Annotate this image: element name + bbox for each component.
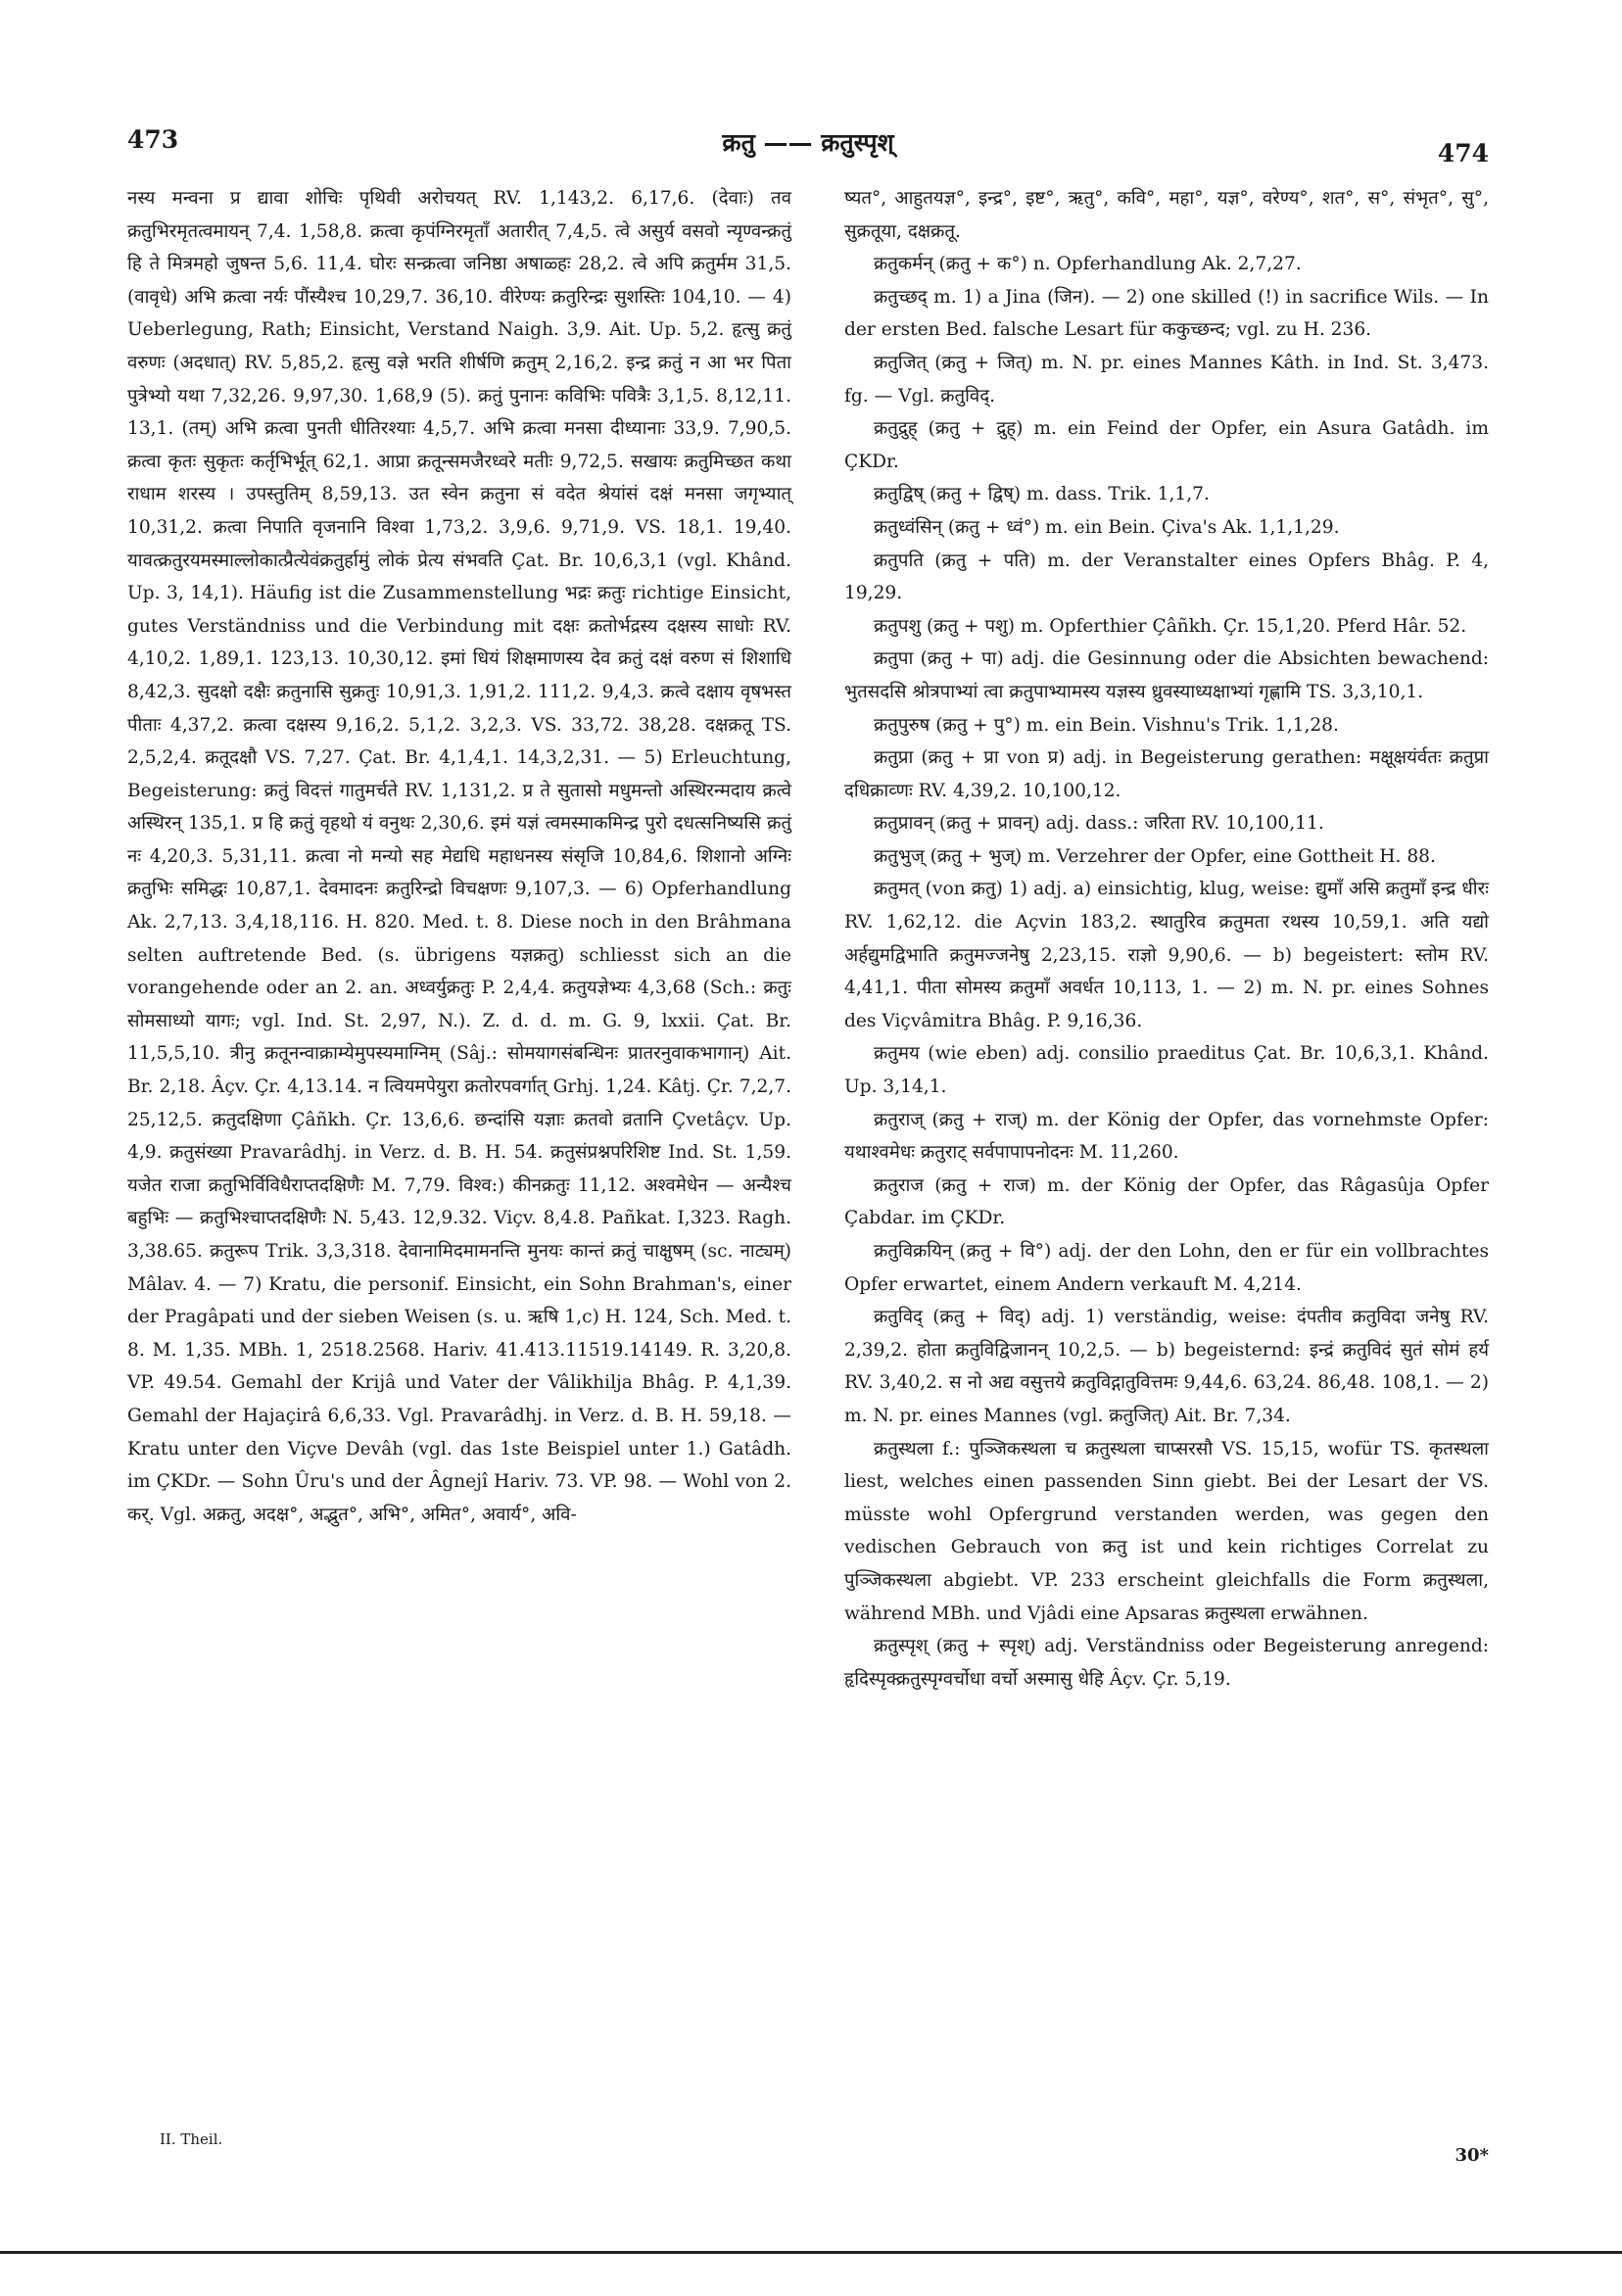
entry-kratusthala: क्रतुस्थला f.: पुञ्जिकस्थला च क्रतुस्थला चाप्सरसौ VS. 15,15, wofür TS. कृतस्थला liest, welches einen passenden Sinn giebt. Bei der Lesart der VS. müsste wohl Opfergrund verstanden werden, was gegen den vedischen Gebrauch von क्रतु ist und kein richtiges Correlat zu पुञ्जिकस्थला abgiebt. VP. 233 erscheint gleichfalls die Form क्रतुस्थला, während MBh. und Vjâdi eine Apsaras क्रतुस्थला erwähnen.	[844, 1438, 1489, 1624]
bottom-rule	[0, 2251, 1622, 2254]
entry-kratupashu: क्रतुपशु (क्रतु + पशु) m. Opferthier Çâñkh. Çr. 15,1,20. Pferd Hâr. 52.	[874, 615, 1467, 637]
entry-kratupra: क्रतुप्रा (क्रतु + प्रा von प्र) adj. in Begeisterung gerathen: मक्षूक्षयंर्वतः क्रतुप्रा दधिक्राव्णः RV. 4,39,2. 10,100,12.	[844, 747, 1489, 801]
entry-kratupati: क्रतुपति (क्रतु + पति) m. der Veranstalter eines Opfers Bhâg. P. 4, 19,29.	[844, 550, 1489, 604]
entry-kratudvish: क्रतुद्विष् (क्रतु + द्विष्) m. dass. Trik. 1,1,7.	[874, 484, 1210, 505]
entry-continuation: ष्यत°, आहुतयज्ञ°, इन्द्र°, इष्ट°, ऋतु°, कवि°, महा°, यज्ञ°, वरेण्य°, शत°, स°, संभृत°, सु°, सुक्रतूया, दक्षक्रतू.	[844, 188, 1489, 242]
entry-kratukarman: क्रतुकर्मन् (क्रतु + क°) n. Opferhandlung Ak. 2,7,27.	[874, 254, 1302, 275]
entry-kratupa: क्रतुपा (क्रतु + पा) adj. die Gesinnung oder die Absichten bewachend: भुतसदसि श्रोत्रपाभ्यां त्वा क्रतुपाभ्यामस्य यज्ञस्य ध्रुवस्याध्यक्षाभ्यां गृह्णामि TS. 3,3,10,1.	[844, 648, 1489, 702]
signature-mark: II. Theil.	[160, 2130, 223, 2148]
left-column	[127, 182, 791, 1531]
sheet-number: 30*	[1455, 2145, 1489, 2166]
entry-kratubhuj: क्रतुभुज् (क्रतु + भुज्) m. Verzehrer der Opfer, eine Gottheit H. 88.	[874, 845, 1436, 867]
left-paragraph: नस्य मन्वना प्र द्यावा शोचिः पृथिवी अरोचयत् RV. 1,143,2. 6,17,6. (देवाः) तव क्रतुभिरमृतत्वमायन् 7,4. 1,58,8. क्रत्वा कृपंग्निरमृताँ अतारीत् 7,4,5. त्वे असुर्य वसवो न्यृण्वन्क्रतुं हि ते मित्रमहो जुषन्त 5,6. 11,4. घोरः सन्क्रत्वा जनिष्ठा अषाळ्हः 28,2. त्वे अपि क्रतुर्मम 31,5. (वावृधे) अभि क्रत्वा नर्यः पौंस्यैश्च 10,29,7. 36,10. वीरेण्यः क्रतुरिन्द्रः सुशस्तिः 104,10. — 4) Ueberlegung, Rath; Einsicht, Verstand Naigh. 3,9. Ait. Up. 5,2. हृत्सु क्रतुं वरुणः (अदधात्) RV. 5,85,2. हृत्सु वज्ञे भरति शीर्षणि क्रतुम् 2,16,2. इन्द्र क्रतुं न आ भर पिता पुत्रेभ्यो यथा 7,32,26. 9,97,30. 1,68,9 (5). क्रतुं पुनानः कविभिः पवित्रैः 3,1,5. 8,12,11. 13,1. (तम्) अभि क्रत्वा पुनती धीतिरश्याः 4,5,7. अभि क्रत्वा मनसा दीध्यानाः 33,9. 7,90,5. क्रत्वा कृतः सुकृतः कर्तृभिर्भूत् 62,1. आप्रा क्रतून्समजैरध्वरे मतीः 9,72,5. सखायः क्रतुमिच्छत कथा राधाम शरस्य । उपस्तुतिम् 8,59,13. उत स्वेन क्रतुना सं वदेत श्रेयांसं दक्षं मनसा जगृभ्यात् 10,31,2. क्रत्वा निपाति वृजनानि विश्वा 1,73,2. 3,9,6. 9,71,9. VS. 18,1. 19,40. यावत्क्रतुरयमस्माल्लोकात्प्रैत्येवंक्रतुर्हामुं लोकं प्रेत्य संभवति Çat. Br. 10,6,3,1 (vgl. Khând. Up. 3, 14,1). Häufig ist die Zusammenstellung भद्रः क्रतुः richtige Einsicht, gutes Verständniss und die Verbindung mit दक्षः क्रतोर्भद्रस्य दक्षस्य साधोः RV. 4,10,2. 1,89,1. 123,13. 10,30,12. इमां धियं शिक्षमाणस्य देव क्रतुं दक्षं वरुण सं शिशाधि 8,42,3. सुदक्षो दक्षैः क्रतुनासि सुक्रतुः 10,91,3. 1,91,2. 111,2. 9,4,3. क्रत्वे दक्षाय वृषभस्त पीताः 4,37,2. क्रत्वा दक्षस्य 9,16,2. 5,1,2. 3,2,3. VS. 33,72. 38,28. दक्षक्रतू TS. 2,5,2,4. क्रतूदक्षौ VS. 7,27. Çat. Br. 4,1,4,1. 14,3,2,31. — 5) Erleuchtung, Begeisterung: क्रतुं विदत्तं गातुमर्चते RV. 1,131,2. प्र ते सुतासो मधुमन्तो अस्थिरन्मदाय क्रत्वे अस्थिरन् 135,1. प्र हि क्रतुं वृहथो यं वनुथः 2,30,6. इमं यज्ञं त्वमस्माकमिन्द्र पुरो दधत्सनिष्यसि क्रतुं नः 4,20,3. 5,31,11. क्रत्वा नो मन्यो सह मेद्यधि महाधनस्य संसृजि 10,84,6. शिशानो अग्निः क्रतुभिः समिद्धः 10,87,1. देवमादनः क्रतुरिन्द्रो विचक्षणः 9,107,3. — 6) Opferhandlung Ak. 2,7,13. 3,4,18,116. H. 820. Med. t. 8. Diese noch in den Brâhmana selten auftretende Bed. (s. übrigens यज्ञक्रतु) schliesst sich an die vorangehende oder an 2. an. अध्वर्युक्रतुः P. 2,4,4. क्रतुयज्ञेभ्यः 4,3,68 (Sch.: क्रतुः सोमसाध्यो यागः; vgl. Ind. St. 2,97, N.). Z. d. d. m. G. 9, lxxii. Çat. Br. 11,5,5,10. त्रीनु क्रतूनन्वाक्राम्येमुपस्यमाग्निम् (Sâj.: सोमयागसंबन्धिनः प्रातरनुवाकभागान्) Ait. Br. 2,18. Âçv. Çr. 4,13.14. न त्वियमपेयुरा क्रतोरपवर्गात् Grhj. 1,24. Kâtj. Çr. 7,2,7. 25,12,5. क्रतुदक्षिणा Çâñkh. Çr. 13,6,6. छन्दांसि यज्ञाः क्रतवो व्रतानि Çvetâçv. Up. 4,9. क्रतुसंख्या Pravarâdhj. in Verz. d. B. H. 54. क्रतुसंप्रश्नपरिशिष्ट Ind. St. 1,59. यजेत राजा क्रतुभिर्विविधैराप्तदक्षिणैः M. 7,79. विश्व:) कीनक्रतुः 11,12. अश्वमेधेन — अन्यैश्च बहुभिः — क्रतुभिश्चाप्तदक्षिणैः N. 5,43. 12,9.32. Viçv. 8,4.8. Pañkat. I,323. Ragh. 3,38.65. क्रतुरूप Trik. 3,3,318. देवानामिदमामनन्ति मुनयः कान्तं क्रतुं चाक्षुषम् (sc. नाट्यम्) Mâlav. 4. — 7) Kratu, die personif. Einsicht, ein Sohn Brahman's, einer der Pragâpati und der sieben Weisen (s. u. ऋषि 1,c) H. 124, Sch. Med. t. 8. M. 1,35. MBh. 1, 2518.2568. Hariv. 41.413.11519.14149. R. 3,20,8. VP. 49.54. Gemahl der Krijâ und Vater der Vâlikhilja Bhâg. P. 4,1,39. Gemahl der Hajaçirâ 6,6,33. Vgl. Pravarâdhj. in Verz. d. B. H. 59,18. — Kratu unter den Viçve Devâh (vgl. das 1ste Beispiel unter 1.) Gatâdh. im ÇKDr. — Sohn Ûru's und der Âgnejî Hariv. 73. VP. 98. — Wohl von 2. कर्. Vgl. अक्रतु, अदक्ष°, अद्भुत°, अभि°, अमित°, अवार्य°, अवि-	[127, 188, 791, 1525]
page-header	[127, 125, 1489, 165]
right-column	[844, 182, 1489, 1696]
page-title: क्रतु —— क्रतुस्पृश्	[722, 128, 894, 157]
entry-kratupravan: क्रतुप्रावन् (क्रतु + प्रावन्) adj. dass.: जरिता RV. 10,100,11.	[874, 813, 1324, 835]
entry-kraturaja: क्रतुराज (क्रतु + राज) m. der König der Opfer, das Râgasûja Opfer Çabdar. im ÇKDr.	[844, 1174, 1489, 1229]
entry-kratuvikrayin: क्रतुविक्रयिन् (क्रतु + वि°) adj. der den Lohn, den er für ein vollbrachtes Opfer erwartet, einem Andern verkauft M. 4,214.	[844, 1241, 1489, 1295]
entry-kratucchad: क्रतुच्छद् m. 1) a Jina (जिन). — 2) one skilled (!) in sacrifice Wils. — In der ersten Bed. falsche Lesart für ककुच्छन्द; vgl. zu H. 236.	[844, 286, 1489, 341]
page-number-left: 473	[127, 125, 179, 154]
entry-kratumaya: क्रतुमय (wie eben) adj. consilio praeditus Çat. Br. 10,6,3,1. Khând. Up. 3,14,1.	[844, 1043, 1489, 1098]
page-number-right: 474	[1437, 139, 1489, 167]
entry-kratudruh: क्रतुद्रुह् (क्रतु + द्रुह्) m. ein Feind der Opfer, ein Asura Gatâdh. im ÇKDr.	[844, 418, 1489, 472]
entry-kratujit: क्रतुजित् (क्रतु + जित्) m. N. pr. eines Mannes Kâth. in Ind. St. 3,473. fg. — Vgl. क्रतुविद्.	[844, 352, 1489, 407]
entry-kraturaj: क्रतुराज् (क्रतु + राज्) m. der König der Opfer, das vornehmste Opfer: यथाश्वमेधः क्रतुराट् सर्वपापापनोदनः M. 11,260.	[844, 1109, 1489, 1164]
entry-kratudhvamsin: क्रतुध्वंसिन् (क्रतु + ध्वं°) m. ein Bein. Çiva's Ak. 1,1,1,29.	[874, 516, 1340, 538]
entry-kratuvid: क्रतुविद् (क्रतु + विद्) adj. 1) verständig, weise: दंपतीव क्रतुविदा जनेषु RV. 2,39,2. होता क्रतुविद्विजानन् 10,2,5. — b) begeisternd: इन्द्रं क्रतुविदं सुतं सोमं हर्य RV. 3,40,2. स नो अद्य वसुत्तये क्रतुविद्गातुवित्तमः 9,44,6. 63,24. 86,48. 108,1. — 2) m. N. pr. eines Mannes (vgl. क्रतुजित्) Ait. Br. 7,34.	[844, 1307, 1489, 1426]
entry-kratusprish: क्रतुस्पृश् (क्रतु + स्पृश्) adj. Verständniss oder Begeisterung anregend: हृदिस्पृक्क्रतुस्पृग्वर्चोधा वर्चो अस्मासु धेहि Âçv. Çr. 5,19.	[844, 1636, 1489, 1690]
entry-kratupurusha: क्रतुपुरुष (क्रतु + पु°) m. ein Bein. Vishnu's Trik. 1,1,28.	[874, 714, 1339, 736]
entry-kratumat: क्रतुमत् (von क्रतु) 1) adj. a) einsichtig, klug, weise: द्युमाँ असि क्रतुमाँ इन्द्र धीरः RV. 1,62,12. die Açvin 183,2. स्थातुरिव क्रतुमता रथस्य 10,59,1. अति यद्यो अर्हद्युमद्विभाति क्रतुमज्जनेषु 2,23,15. राज्ञो 9,90,6. — b) begeistert: स्तोम RV. 4,41,1. पीता सोमस्य क्रतुमाँ अवर्धत 10,113, 1. — 2) m. N. pr. eines Sohnes des Viçvâmitra Bhâg. P. 9,16,36.	[844, 879, 1489, 1031]
